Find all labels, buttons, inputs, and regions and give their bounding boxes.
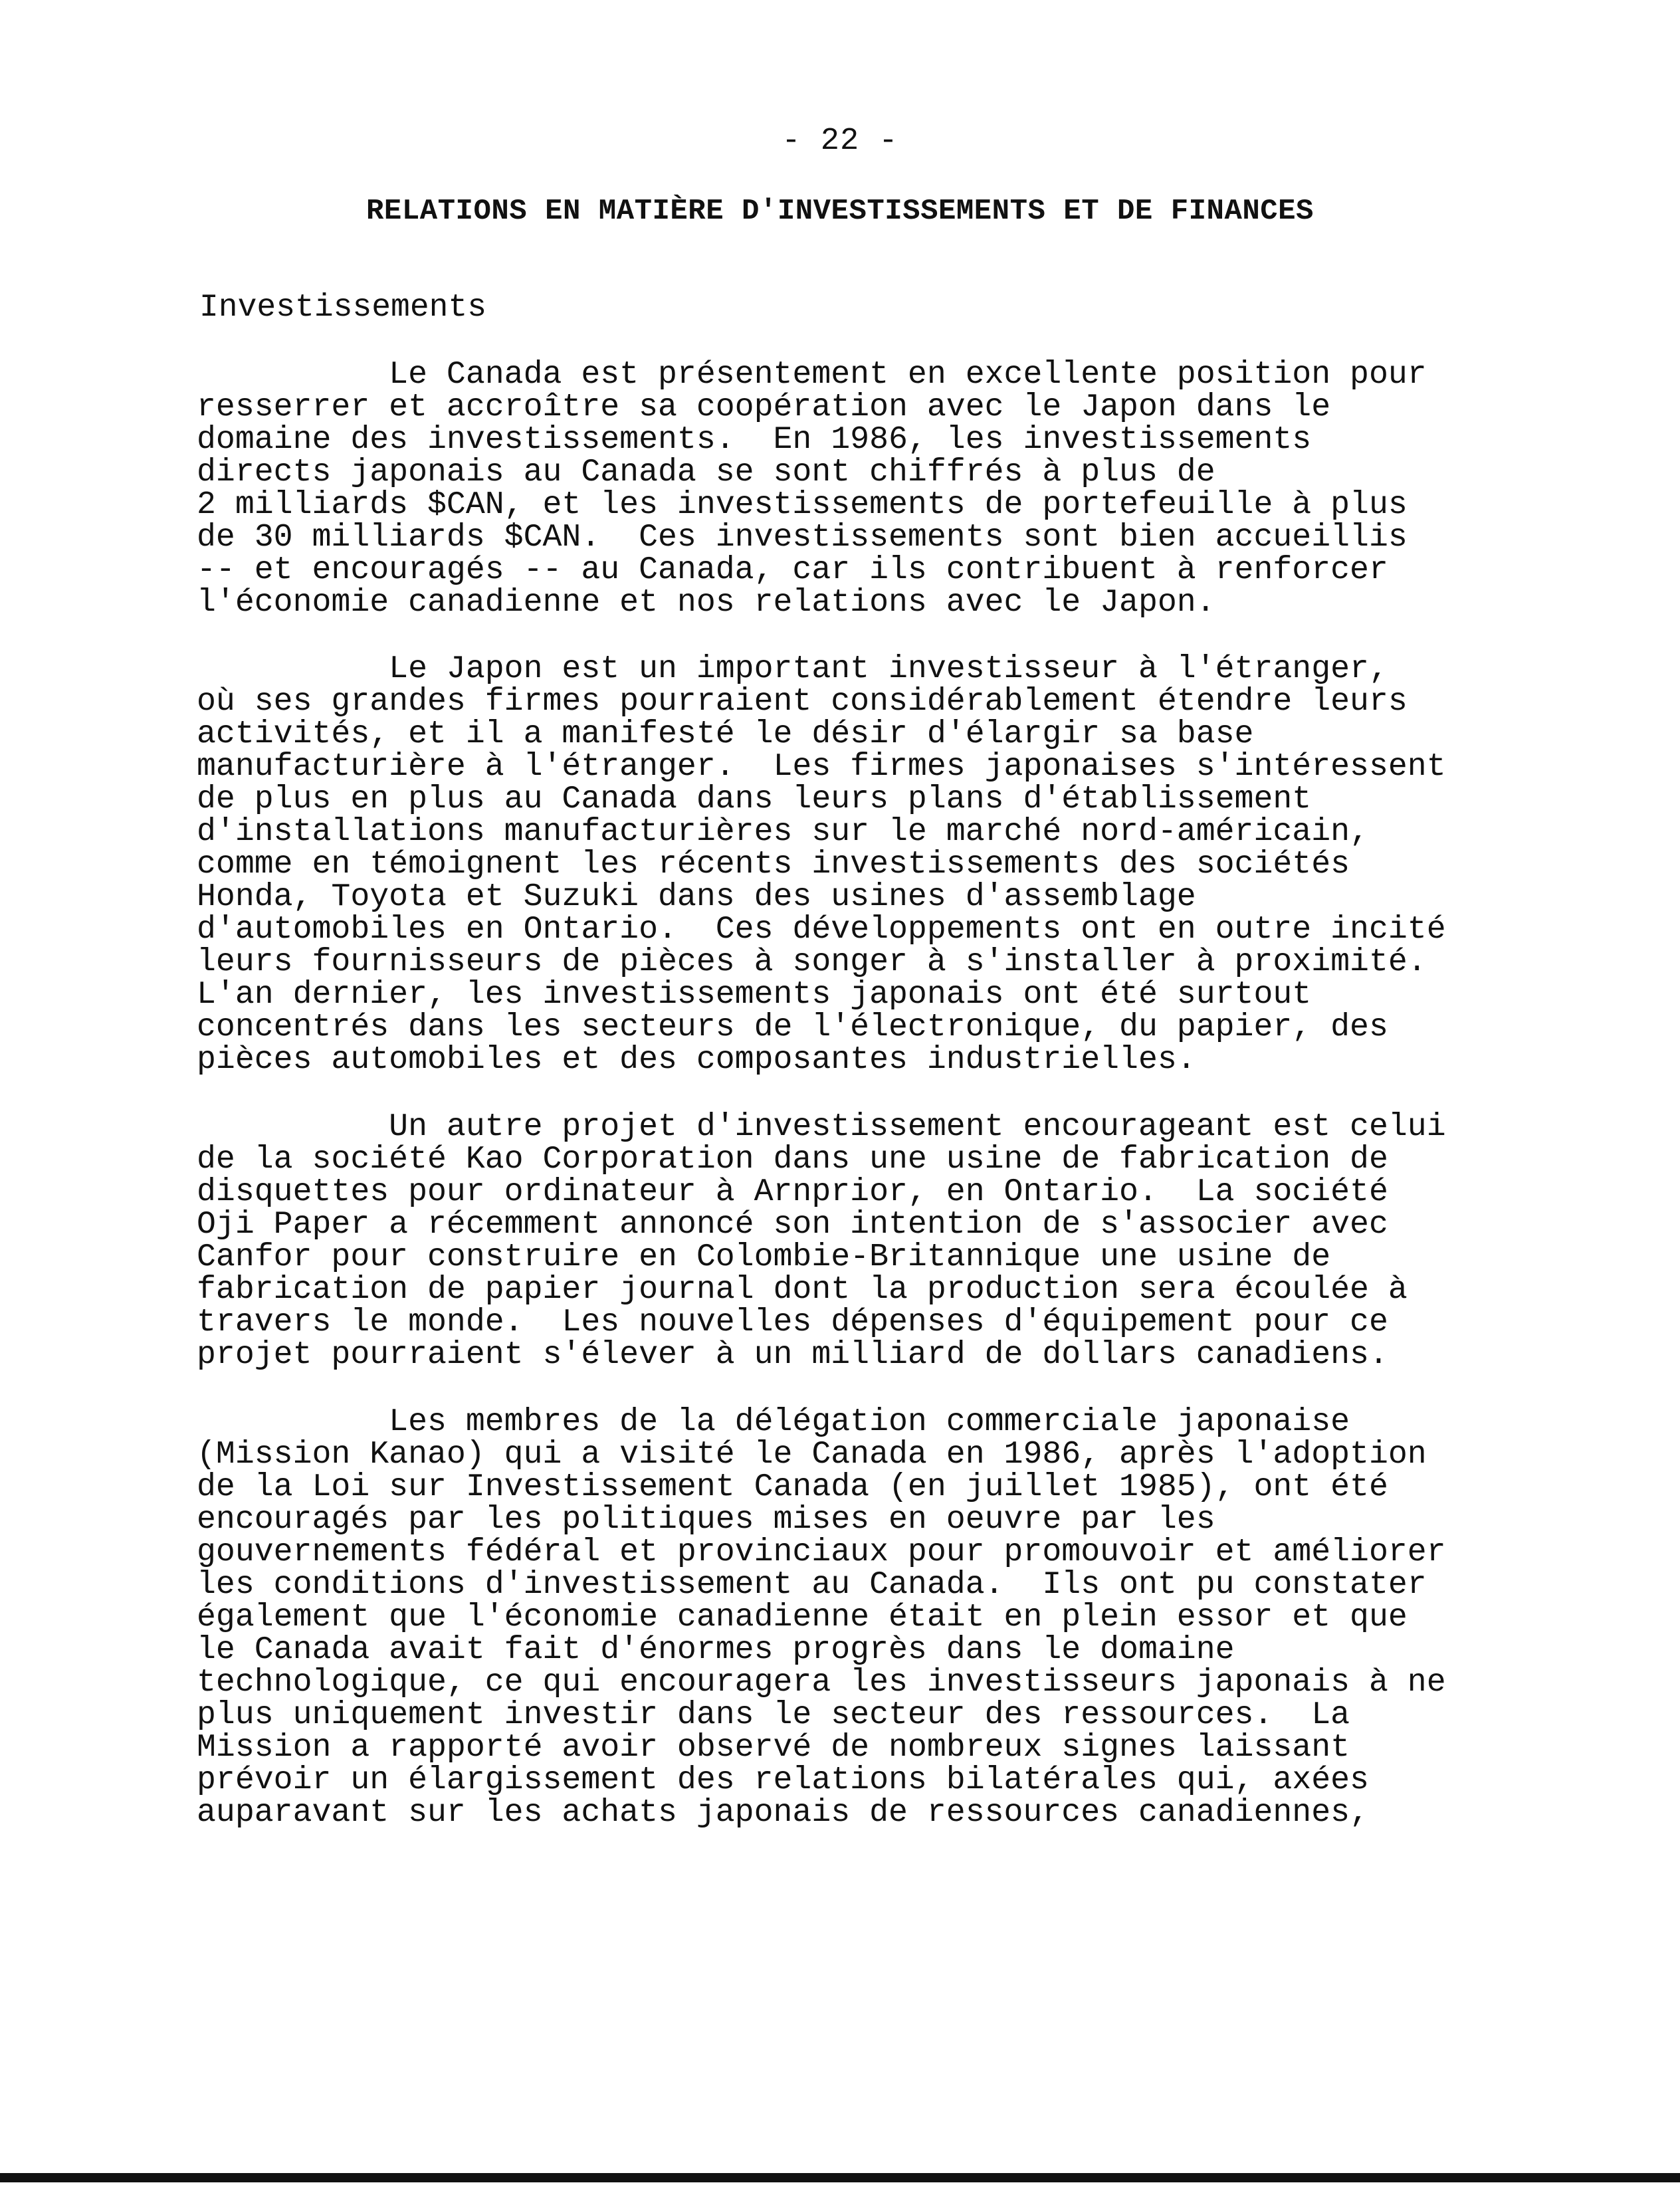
paragraph-3: Un autre projet d'investissement encourageant est celui de la société Kao Corporation dans une usine de fabrication de disquettes pour ordinateur à Arnprior, en Ontario. La société Oji Paper a récemment annoncé son intention de s'associer avec Canfor pour construire en Colombie-Britannique une usine de fabrication de papier journal dont la production sera écoulée à travers le monde. Les nouvelles dépenses d'équipement pour ce projet pourraient s'élever à un milliard de dollars canadiens. xyxy=(197,1109,1446,1373)
page-number: - 22 - xyxy=(782,124,898,159)
paragraph-2: Le Japon est un important investisseur à l'étranger, où ses grandes firmes pourraient considérablement étendre leurs activités, et il a manifesté le désir d'élargir sa base manufacturière à l'étranger. Les firmes japonaises s'intéressent de plus en plus au Canada dans leurs plans d'établissement d'installations manufacturières sur le marché nord-américain, comme en témoignent les récents investissements des sociétés Honda, Toyota et Suzuki dans des usines d'assemblage d'automobiles en Ontario. Ces développements ont en outre incité leurs fournisseurs de pièces à songer à s'installer à proximité. L'an dernier, les investissements japonais ont été surtout concentrés dans les secteurs de l'électronique, du papier, des pièces automobiles et des composantes industrielles. xyxy=(197,651,1446,1078)
paragraph-1: Le Canada est présentement en excellente position pour resserrer et accroître sa coopération avec le Japon dans le domaine des investissements. En 1986, les investissements directs japonais au Canada se sont chiffrés à plus de 2 milliards $CAN, et les investissements de portefeuille à plus de 30 milliards $CAN. Ces investissements sont bien accueillis -- et encouragés -- au Canada, car ils contribuent à renforcer l'économie canadienne et nos relations avec le Japon. xyxy=(197,357,1427,621)
page-title: RELATIONS EN MATIÈRE D'INVESTISSEMENTS ET DE FINANCES xyxy=(366,195,1314,228)
bottom-scan-edge xyxy=(0,2173,1680,2182)
paragraph-4: Les membres de la délégation commerciale japonaise (Mission Kanao) qui a visité le Canada en 1986, après l'adoption de la Loi sur Investissement Canada (en juillet 1985), ont été encouragés par les politiques mises en oeuvre par les gouvernements fédéral et provinciaux pour promouvoir et améliorer les conditions d'investissement au Canada. Ils ont pu constater également que l'économie canadienne était en plein essor et que le Canada avait fait d'énormes progrès dans le domaine technologique, ce qui encouragera les investisseurs japonais à ne plus uniquement investir dans le secteur des ressources. La Mission a rapporté avoir observé de nombreux signes laissant prévoir un élargissement des relations bilatérales qui, axées auparavant sur les achats japonais de ressources canadiennes, xyxy=(197,1404,1446,1831)
section-heading: Investissements xyxy=(199,290,487,326)
